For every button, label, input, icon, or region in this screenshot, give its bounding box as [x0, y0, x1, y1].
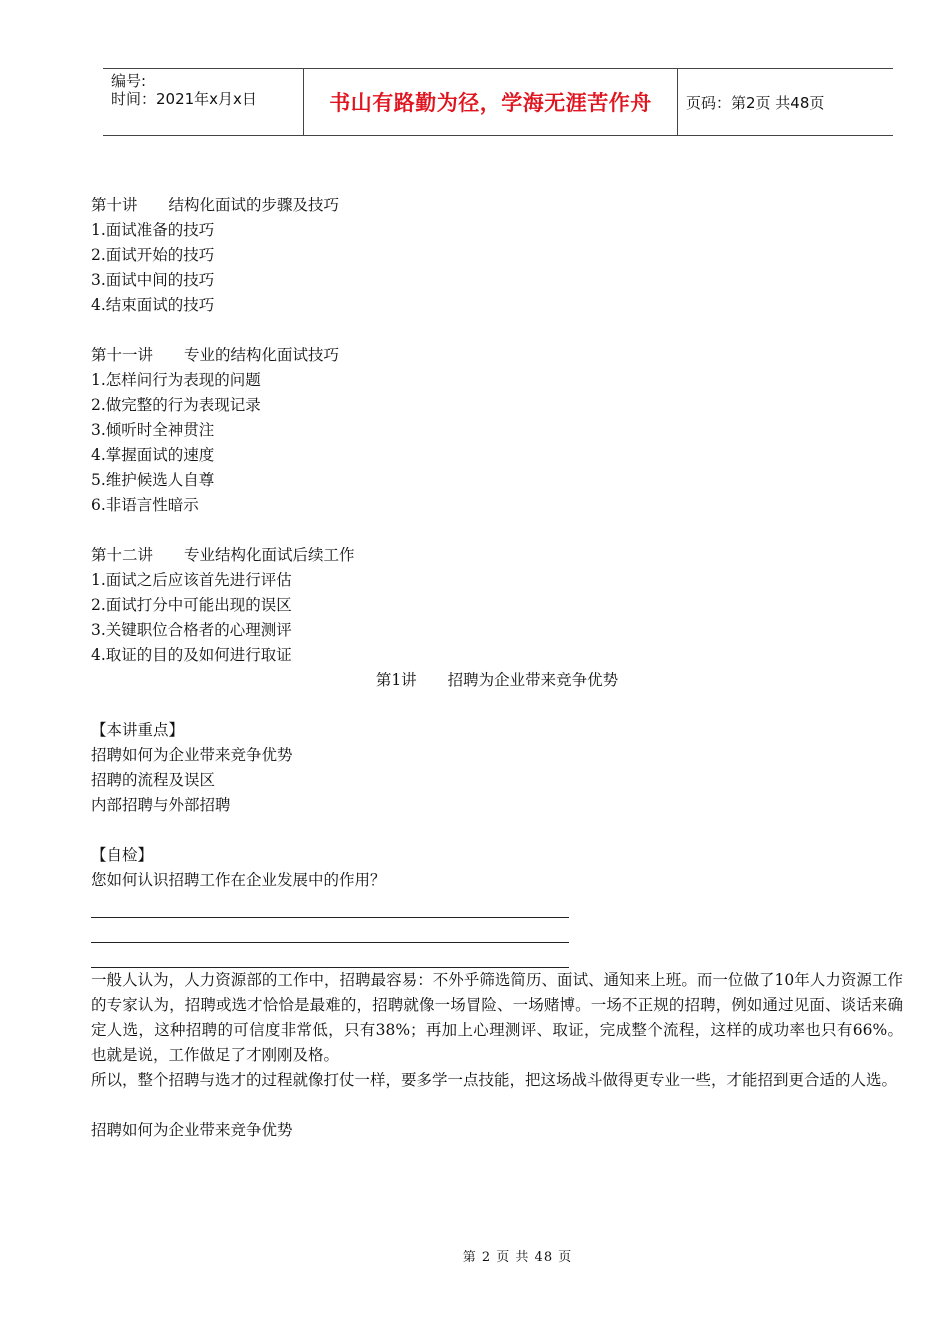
document-header — [103, 68, 893, 136]
list-item: 4.结束面试的技巧 — [91, 296, 215, 314]
header-page-info: 页码：第2页 共48页 — [686, 93, 825, 112]
header-meta — [103, 69, 304, 135]
section-title: 第十一讲 专业的结构化面试技巧 — [91, 346, 340, 364]
list-item: 5.维护候选人自尊 — [91, 471, 215, 489]
list-item: 3.关键职位合格者的心理测评 — [91, 621, 292, 639]
list-item: 2.面试开始的技巧 — [91, 246, 215, 264]
subheading: 招聘如何为企业带来竞争优势 — [91, 1121, 293, 1139]
key-points-label: 【本讲重点】 — [91, 721, 185, 739]
answer-line — [91, 918, 569, 943]
answer-line — [91, 893, 569, 918]
list-item: 1.面试之后应该首先进行评估 — [91, 571, 292, 589]
list-item: 2.做完整的行为表现记录 — [91, 396, 261, 414]
key-point: 招聘的流程及误区 — [91, 771, 216, 789]
key-point: 内部招聘与外部招聘 — [91, 796, 231, 814]
list-item: 1.怎样问行为表现的问题 — [91, 371, 261, 389]
self-check-question: 您如何认识招聘工作在企业发展中的作用？ — [91, 871, 386, 889]
number-label: 编号: — [111, 72, 147, 90]
list-item: 4.取证的目的及如何进行取证 — [91, 646, 292, 664]
date-line: 时间：2021年x月x日 — [111, 90, 257, 108]
list-item: 3.面试中间的技巧 — [91, 271, 215, 289]
document-body — [91, 193, 903, 1143]
list-item: 2.面试打分中可能出现的误区 — [91, 596, 292, 614]
section-title: 第十二讲 专业结构化面试后续工作 — [91, 546, 355, 564]
self-check-label: 【自检】 — [91, 846, 154, 864]
list-item: 6.非语言性暗示 — [91, 496, 199, 514]
body-paragraph: 一般人认为，人力资源部的工作中，招聘最容易：不外乎筛选简历、面试、通知来上班。而一位做了10年人力资源工作的专家认为，招聘或选才恰恰是最难的，招聘就像一场冒险、一场赌博。一场不正规的招聘，例如通过见面、谈话来确定人选，这种招聘的可信度非常低，只有38%；再加上心理测评、取证，完成整个流程，这样的成功率也只有66%。也就是说，工作做足了才刚刚及格。 — [91, 971, 903, 1064]
lecture-title: 第1讲 招聘为企业带来竞争优势 — [375, 671, 619, 689]
body-paragraph: 所以，整个招聘与选才的过程就像打仗一样，要多学一点技能，把这场战斗做得更专业一些，才能招到更合适的人选。 — [91, 1071, 898, 1089]
answer-line — [91, 943, 569, 968]
header-motto: 书山有路勤为径，学海无涯苦作舟 — [304, 69, 678, 135]
key-point: 招聘如何为企业带来竞争优势 — [91, 746, 293, 764]
list-item: 1.面试准备的技巧 — [91, 221, 215, 239]
list-item: 4.掌握面试的速度 — [91, 446, 215, 464]
list-item: 3.倾听时全神贯注 — [91, 421, 215, 439]
page-footer: 第 2 页 共 48 页 — [462, 1250, 573, 1265]
section-title: 第十讲 结构化面试的步骤及技巧 — [91, 196, 340, 214]
